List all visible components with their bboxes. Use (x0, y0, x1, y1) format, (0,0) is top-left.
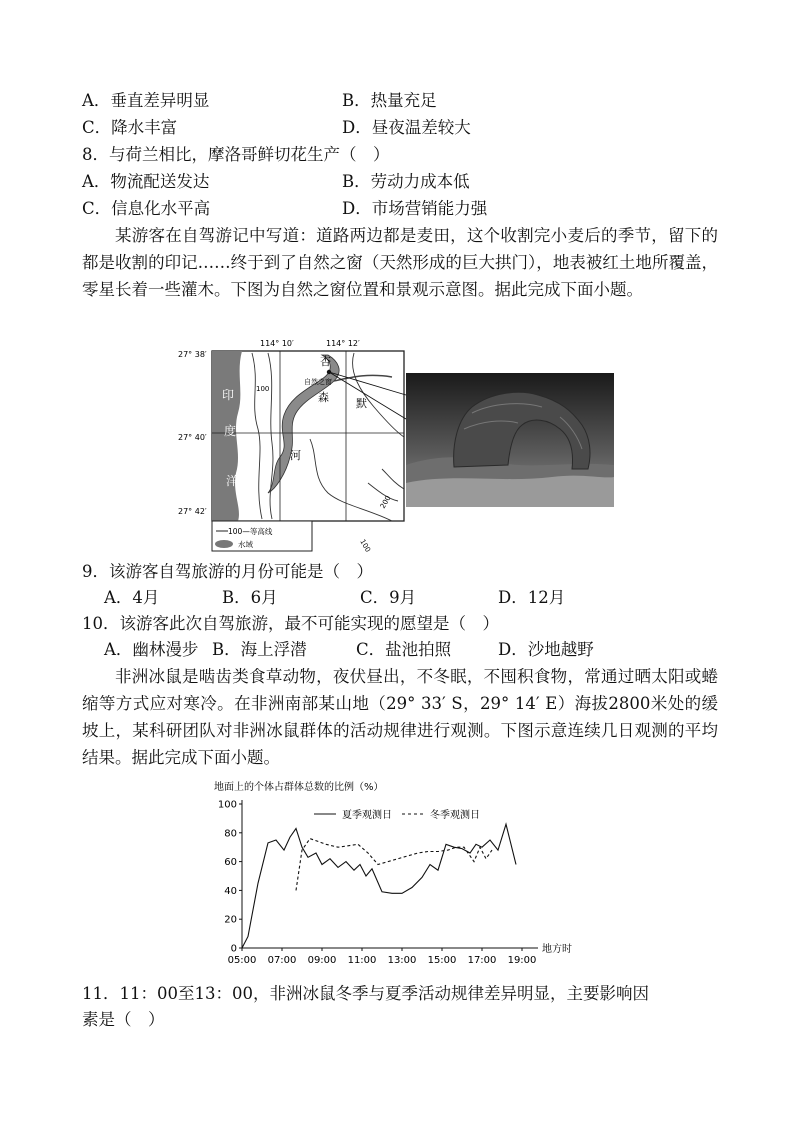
q10-option-c[interactable]: C．盐池拍照 (356, 640, 452, 659)
x-tick-label: 05:00 (227, 955, 257, 966)
legend-water-swatch (215, 540, 233, 548)
q9-stem: 9．该游客自驾旅游的月份可能是（ ） (82, 562, 373, 581)
river-label: 杏 (320, 355, 331, 368)
chart-legend (314, 808, 480, 821)
river-label: 森 (318, 391, 329, 404)
q8-stem: 8．与荷兰相比，摩洛哥鲜切花生产（ ） (82, 145, 390, 164)
q10-option-d[interactable]: D．沙地越野 (498, 640, 594, 659)
river-label: 默 (356, 397, 367, 410)
activity-line-chart (206, 774, 592, 974)
q8-option-d[interactable]: D．市场营销能力强 (342, 199, 488, 218)
q8-option-a[interactable]: A．物流配送发达 (82, 172, 210, 191)
lat-label: 27° 38′ (178, 350, 207, 359)
y-tick-label: 0 (230, 943, 237, 955)
lat-label: 27° 42′ (178, 507, 207, 516)
legend-summer-label: 夏季观测日 (342, 810, 392, 821)
natural-window-photo (406, 373, 614, 507)
natural-window-label: 自然之窗 (304, 378, 332, 386)
y-tick-label: 20 (224, 914, 237, 926)
q11-stem-line2: 素是（ ） (82, 1010, 165, 1029)
x-axis-label: 地方时 (542, 944, 572, 955)
natural-window-figure (172, 333, 618, 555)
q7-option-c[interactable]: C．降水丰富 (82, 118, 178, 137)
lon-label: 114° 12′ (326, 339, 360, 348)
chart-title: 地面上的个体占群体总数的比例（%） (214, 782, 384, 793)
location-map (178, 339, 406, 554)
passage-ice-rat: 非洲冰鼠是啮齿类食草动物，夜伏昼出，不冬眠，不囤积食物，常通过晒太阳或蜷缩等方式应对寒冷。在非洲南部某山地（29° 33′ S，29° 14′ E）海拔2800米处的缓坡上，某科研团队对非洲冰鼠群体的活动规律进行观测。下图示意连续几日观测的平均结果。据此完成下面小题。 (82, 667, 718, 767)
q10-option-b[interactable]: B．海上浮潜 (212, 640, 307, 659)
y-tick-label: 40 (224, 885, 237, 897)
y-tick-label: 100 (217, 799, 237, 811)
q9-option-d[interactable]: D．12月 (498, 588, 566, 607)
contour-value: 100 (256, 385, 270, 393)
winter-series-line (296, 839, 492, 891)
ocean-label: 度 (224, 424, 237, 438)
q9-option-c[interactable]: C．9月 (360, 588, 417, 607)
legend-water-label: 水域 (238, 540, 253, 549)
lon-label: 114° 10′ (260, 339, 294, 348)
q9-option-a[interactable]: A．4月 (104, 588, 160, 607)
q10-option-a[interactable]: A．幽林漫步 (104, 640, 199, 659)
lat-label: 27° 40′ (178, 433, 207, 442)
x-tick-label: 17:00 (467, 955, 497, 966)
y-tick-label: 60 (224, 857, 237, 869)
ocean-label: 印 (222, 388, 235, 402)
passage-natural-window: 某游客在自驾游记中写道：道路两边都是麦田，这个收割完小麦后的季节，留下的都是收割的印记……终于到了自然之窗（天然形成的巨大拱门），地表被红土地所覆盖，零星长着一些灌木。下图为自然之窗位置和景观示意图。据此完成下面小题。 (82, 226, 718, 299)
x-tick-label: 11:00 (347, 955, 377, 966)
legend-contour-label: 100—等高线 (228, 527, 273, 536)
q7-option-b[interactable]: B．热量充足 (342, 91, 437, 110)
summer-series-line (242, 824, 516, 948)
q7-option-a[interactable]: A．垂直差异明显 (82, 91, 210, 110)
x-tick-label: 09:00 (307, 955, 337, 966)
chart-series (242, 824, 516, 948)
x-tick-label: 13:00 (387, 955, 417, 966)
y-tick-label: 80 (224, 828, 237, 840)
q10-stem: 10．该游客此次自驾旅游，最不可能实现的愿望是（ ） (82, 614, 499, 633)
x-tick-label: 19:00 (507, 955, 537, 966)
contour-value: 200 (378, 494, 393, 510)
q7-option-d[interactable]: D．昼夜温差较大 (342, 118, 471, 137)
river-label: 河 (290, 449, 301, 462)
q9-option-b[interactable]: B．6月 (222, 588, 278, 607)
q8-option-c[interactable]: C．信息化水平高 (82, 199, 211, 218)
q8-option-b[interactable]: B．劳动力成本低 (342, 172, 470, 191)
contour-value: 100 (358, 538, 372, 554)
legend-winter-label: 冬季观测日 (430, 810, 480, 821)
ocean-label: 洋 (226, 474, 239, 488)
x-tick-label: 15:00 (427, 955, 457, 966)
x-tick-label: 07:00 (267, 955, 297, 966)
q11-stem-line1: 11．11：00至13：00，非洲冰鼠冬季与夏季活动规律差异明显，主要影响因 (82, 984, 649, 1003)
